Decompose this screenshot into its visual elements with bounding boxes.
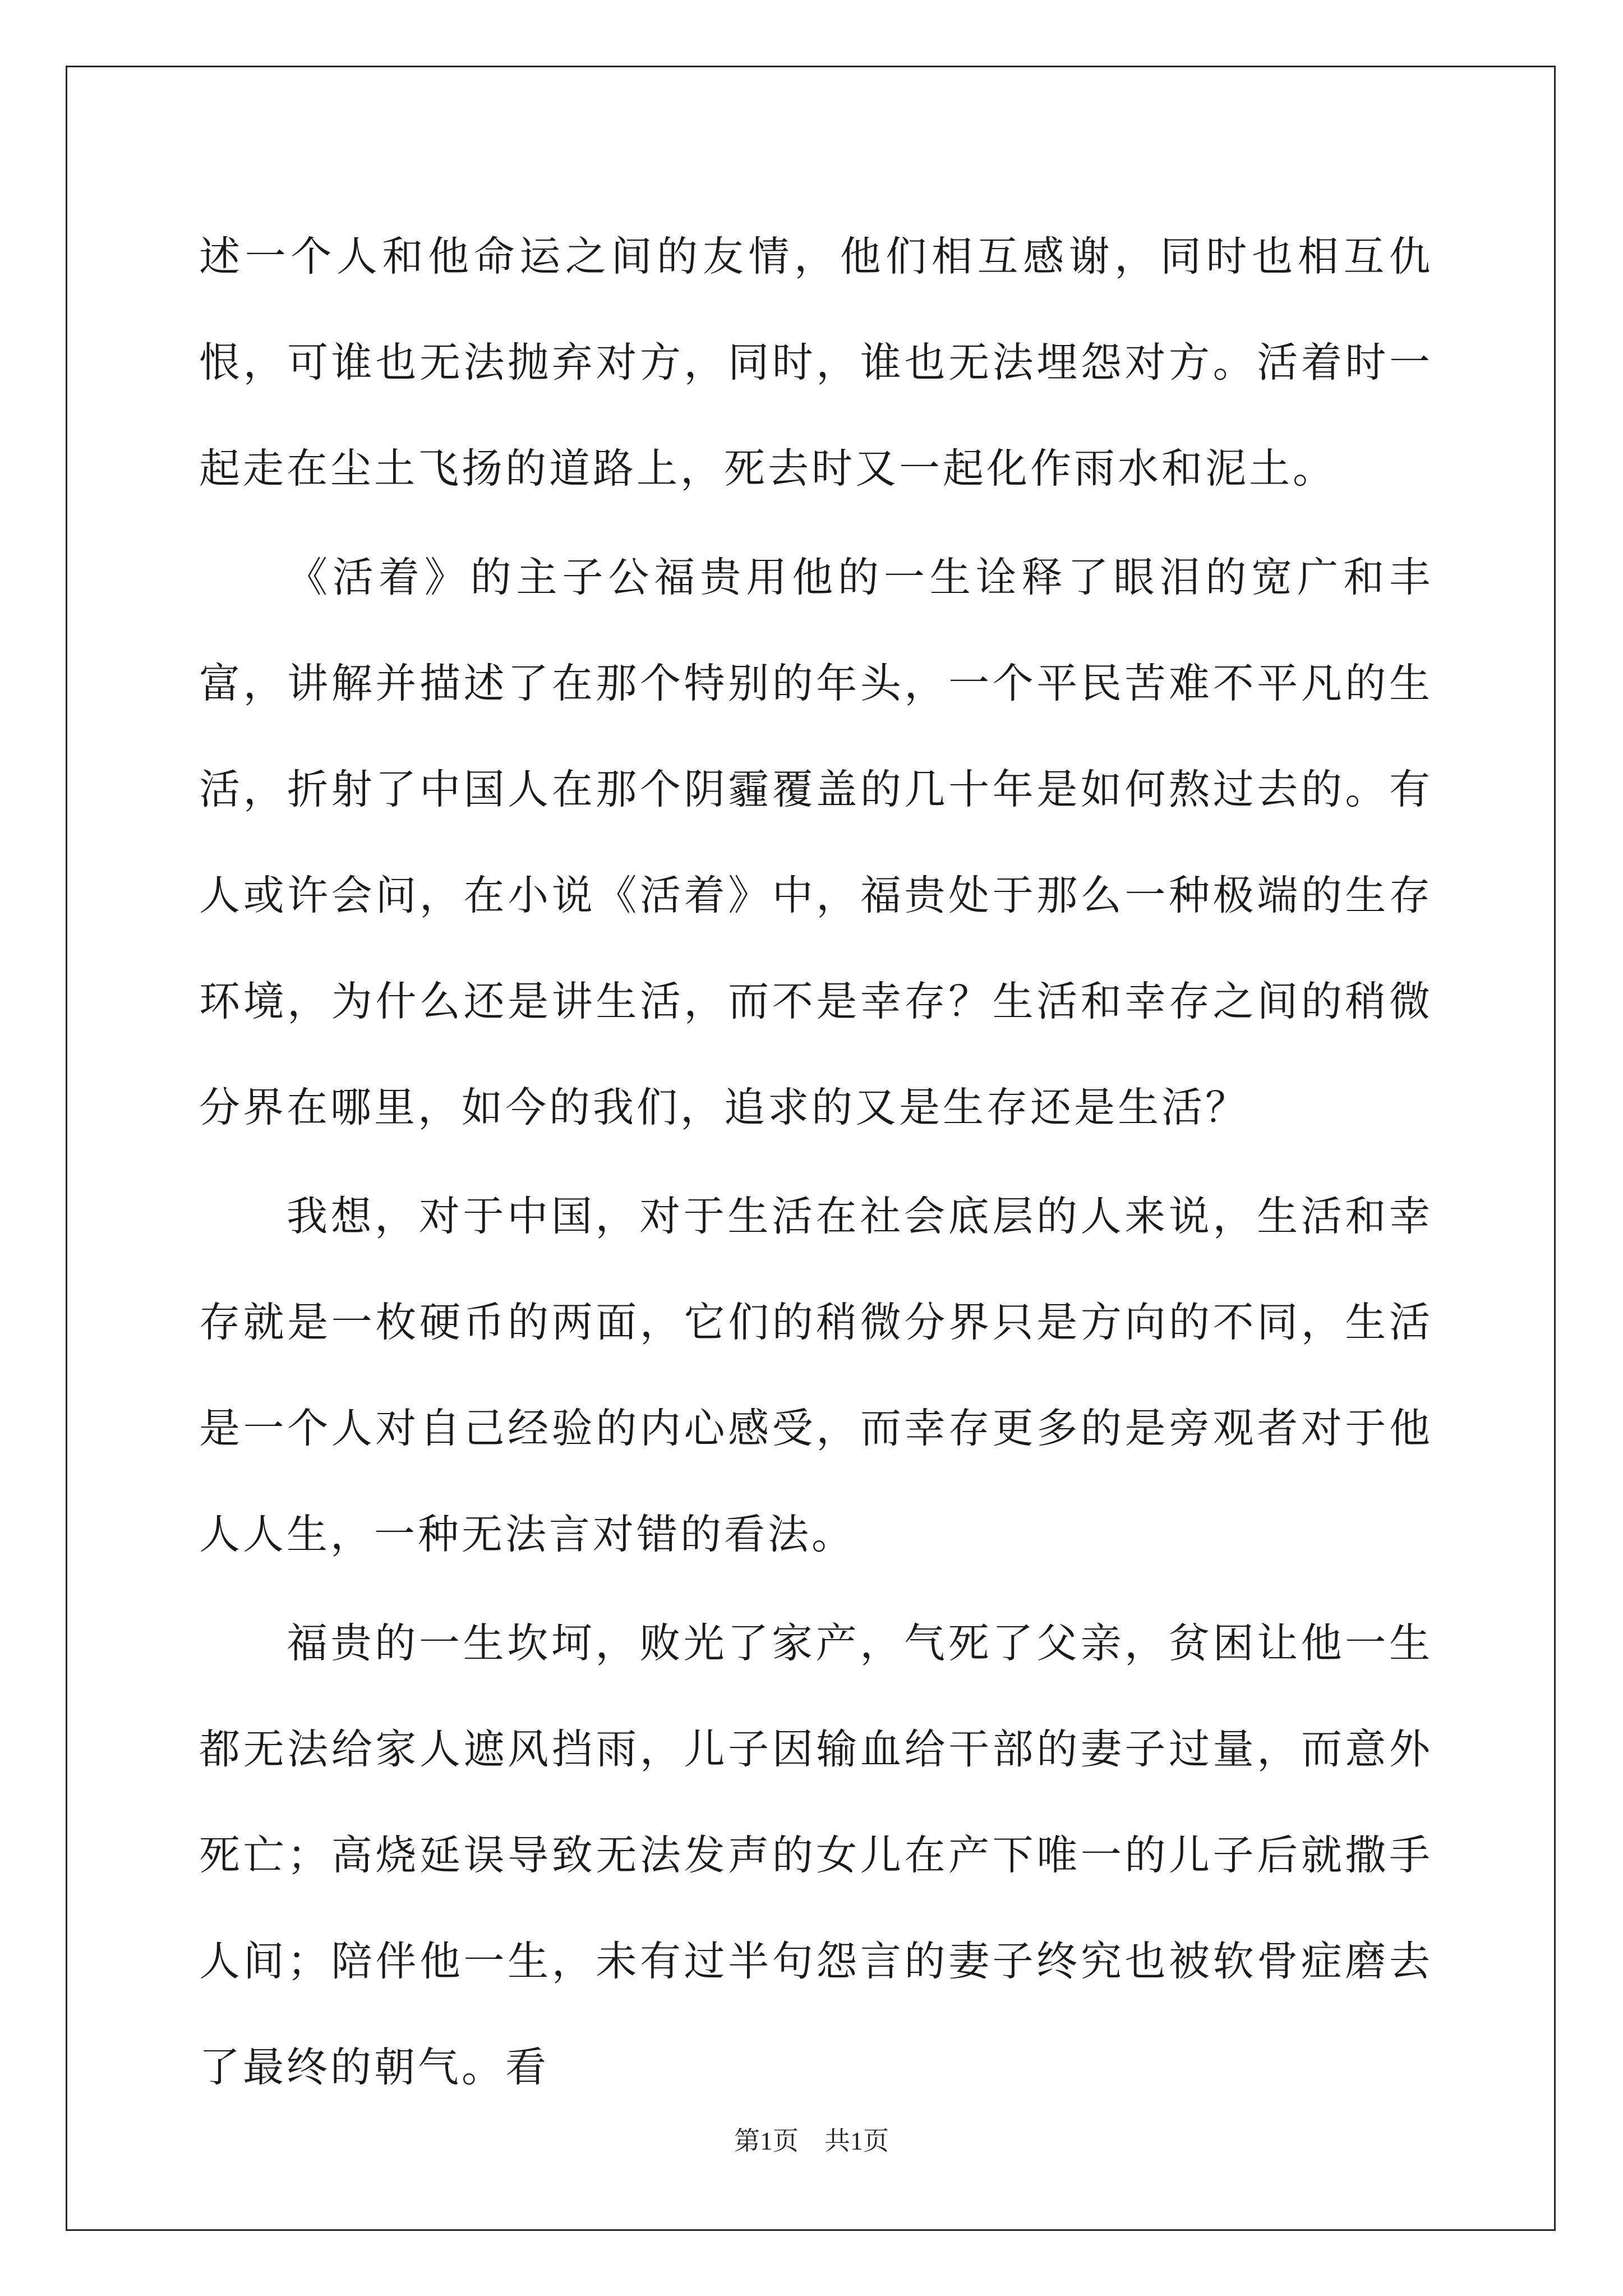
paragraph-4: 福贵的一生坎坷，败光了家产，气死了父亲，贫困让他一生都无法给家人遮风挡雨，儿子因输血给干部的妻子过量，而意外死亡；高烧延误导致无法发声的女儿在产下唯一的儿子后就撒手人间；陪伴他一生，未有过半句怨言的妻子终究也被软骨症磨去了最终的朝气。看 (199, 1619, 1433, 2091)
paragraph-2: 《活着》的主子公福贵用他的一生诠释了眼泪的宽广和丰富，讲解并描述了在那个特别的年头，一个平民苦难不平凡的生活，折射了中国人在那个阴霾覆盖的几十年是如何熬过去的。有人或许会问，在小说《活着》中，福贵处于那么一种极端的生存环境，为什么还是讲生活，而不是幸存？生活和幸存之间的稍微分界在哪里，如今的我们，追求的又是生存还是生活？ (199, 554, 1433, 1131)
paragraph-1: 述一个人和他命运之间的友情，他们相互感谢，同时也相互仇恨，可谁也无法抛弃对方，同时，谁也无法埋怨对方。活着时一起走在尘土飞扬的道路上，死去时又一起化作雨水和泥土。 (199, 233, 1433, 493)
paragraph-3: 我想，对于中国，对于生活在社会底层的人来说，生活和幸存就是一枚硬币的两面，它们的稍微分界只是方向的不同，生活是一个人对自己经验的内心感受，而幸存更多的是旁观者对于他人人生，一种无法言对错的看法。 (199, 1193, 1433, 1558)
document-body (199, 204, 1433, 2123)
page-number-footer: 第1页 共1页 (734, 2127, 889, 2155)
